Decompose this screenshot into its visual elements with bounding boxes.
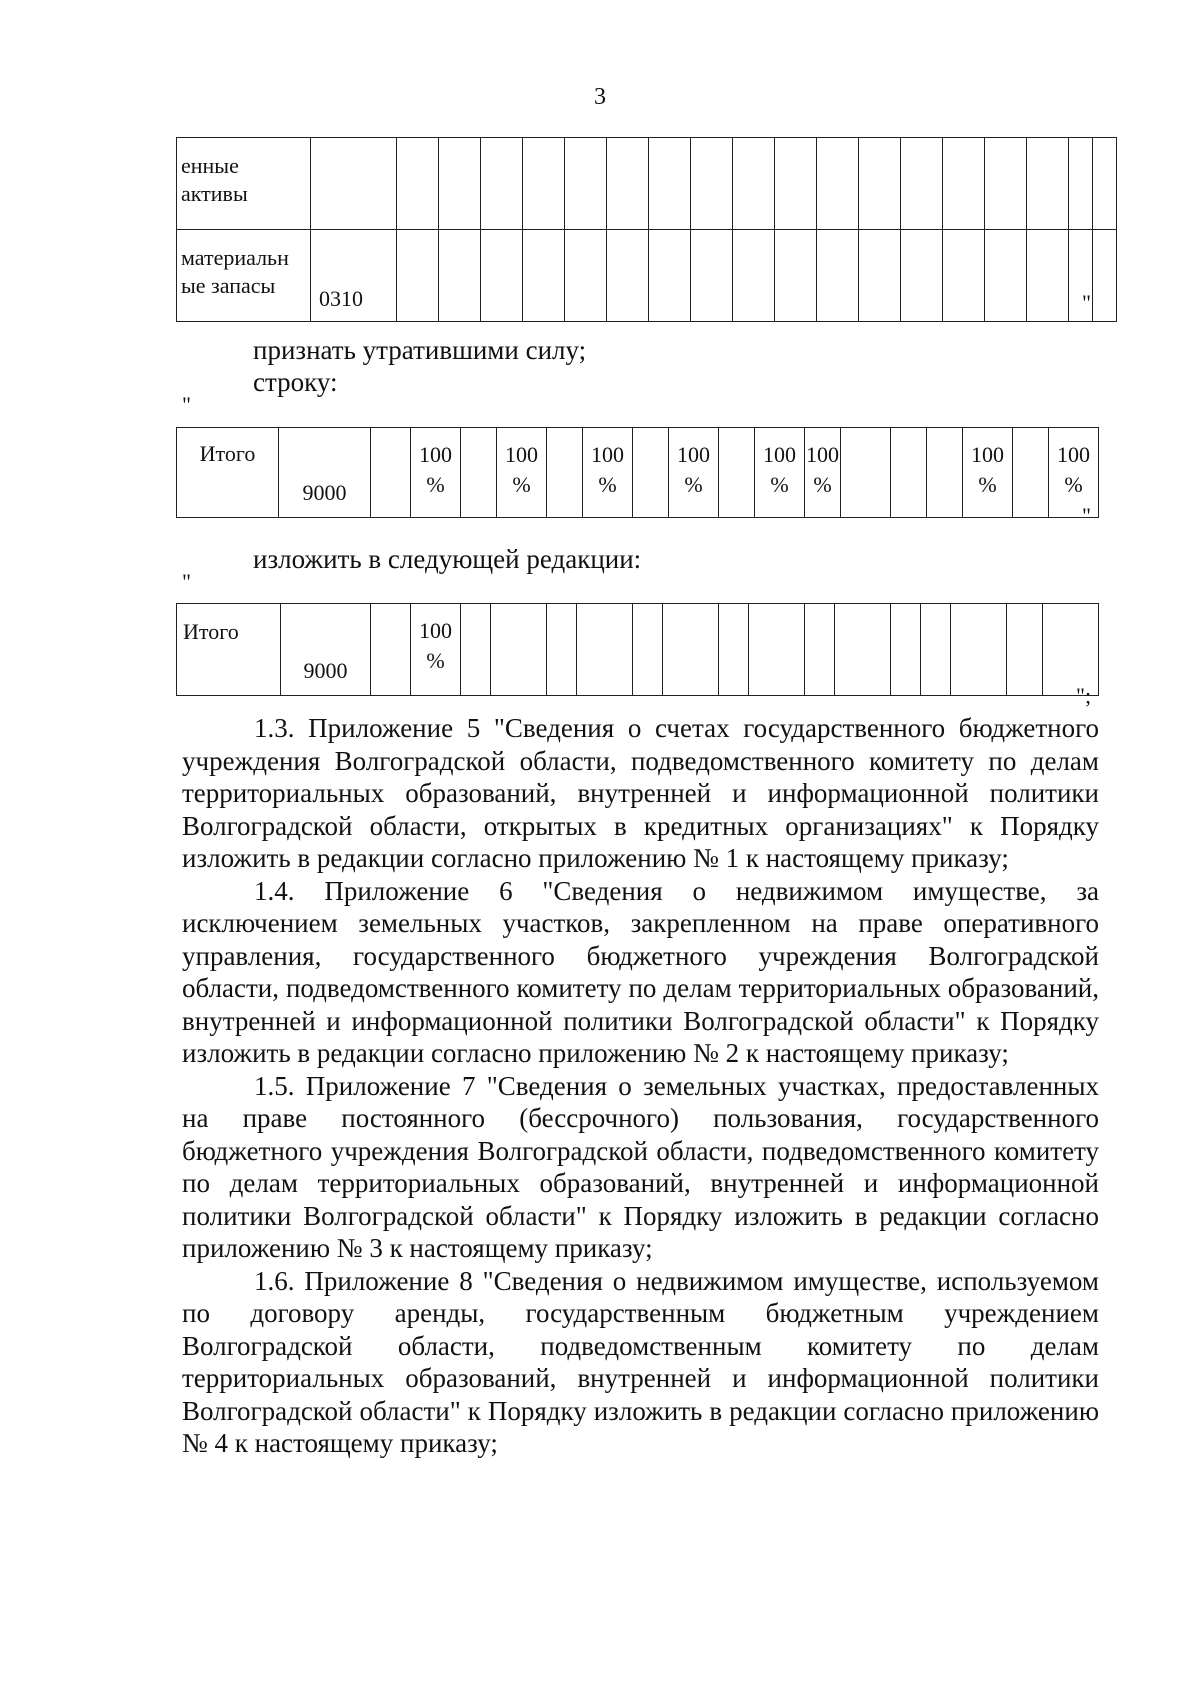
- closing-quote: ": [1082, 290, 1091, 315]
- paragraph-1-5: 1.5. Приложение 7 "Сведения о земельных участках, предоставленных на праве постоянного (бессрочного) пользования, государственного бюджетного учреждения Волгоградской области, подведомственного комитету по делам территориальных образований, внутренней и информационной политики Волгоградской области" к Порядку изложить в редакции согласно приложению № 3 к настоящему приказу;: [182, 1070, 1099, 1263]
- percent-cell: 100 %: [497, 428, 547, 518]
- table-row: [177, 138, 1117, 230]
- text-line: строку:: [253, 367, 338, 397]
- total-label: Итого: [177, 428, 279, 518]
- body-text: [182, 712, 1099, 1460]
- row-label: материальн ые запасы: [177, 230, 311, 322]
- paragraph-1-4: 1.4. Приложение 6 "Сведения о недвижимом имуществе, за исключением земельных участков, закрепленном на праве оперативного управления, государственного бюджетного учреждения Волгоградской области, подведомственного комитету по делам территориальных образований, внутренней и информационной политики Волгоградской области" к Порядку изложить в редакции согласно приложению № 2 к настоящему приказу;: [182, 875, 1099, 1068]
- table-row: [177, 604, 1099, 696]
- page-number: 3: [594, 84, 606, 110]
- closing-quote-semicolon: ";: [1076, 683, 1092, 708]
- total-code: 9000: [279, 428, 371, 518]
- text-line: изложить в следующей редакции:: [253, 544, 642, 574]
- total-row-old: [176, 427, 1099, 518]
- percent-cell: 100 %: [411, 428, 461, 518]
- paragraph-1-6: 1.6. Приложение 8 "Сведения о недвижимом имуществе, используемом по договору аренды, государственным бюджетным учреждением Волгоградской области, подведомственным комитету по делам территориальных образований, внутренней и информационной политики Волгоградской области" к Порядку изложить в редакции согласно приложению № 4 к настоящему приказу;: [182, 1265, 1099, 1458]
- opening-quote: ": [182, 569, 191, 594]
- percent-cell: 100 %: [1049, 428, 1099, 518]
- total-row-new: [176, 603, 1099, 696]
- row-label: енные активы: [177, 138, 311, 230]
- opening-quote: ": [182, 392, 191, 417]
- row-code: 0310: [311, 230, 397, 322]
- text-line: признать утратившими силу;: [253, 335, 587, 365]
- percent-cell: 100 %: [755, 428, 805, 518]
- row-code: [311, 138, 397, 230]
- percent-cell: 100 %: [583, 428, 633, 518]
- total-label: Итого: [177, 604, 281, 696]
- closing-quote: ": [1082, 503, 1091, 528]
- total-code: 9000: [281, 604, 371, 696]
- percent-cell: 100 %: [669, 428, 719, 518]
- paragraph-1-3: 1.3. Приложение 5 "Сведения о счетах государственного бюджетного учреждения Волгоградской области, подведомственного комитету по делам территориальных образований, внутренней и информационной политики Волгоградской области, открытых в кредитных организациях" к Порядку изложить в редакции согласно приложению № 1 к настоящему приказу;: [182, 713, 1099, 873]
- percent-cell: 100 %: [411, 604, 461, 696]
- percent-cell: 100 %: [805, 428, 841, 518]
- percent-cell: 100 %: [963, 428, 1013, 518]
- table-row: [177, 428, 1099, 518]
- table-row: [177, 230, 1117, 322]
- assets-table-fragment: [176, 137, 1117, 322]
